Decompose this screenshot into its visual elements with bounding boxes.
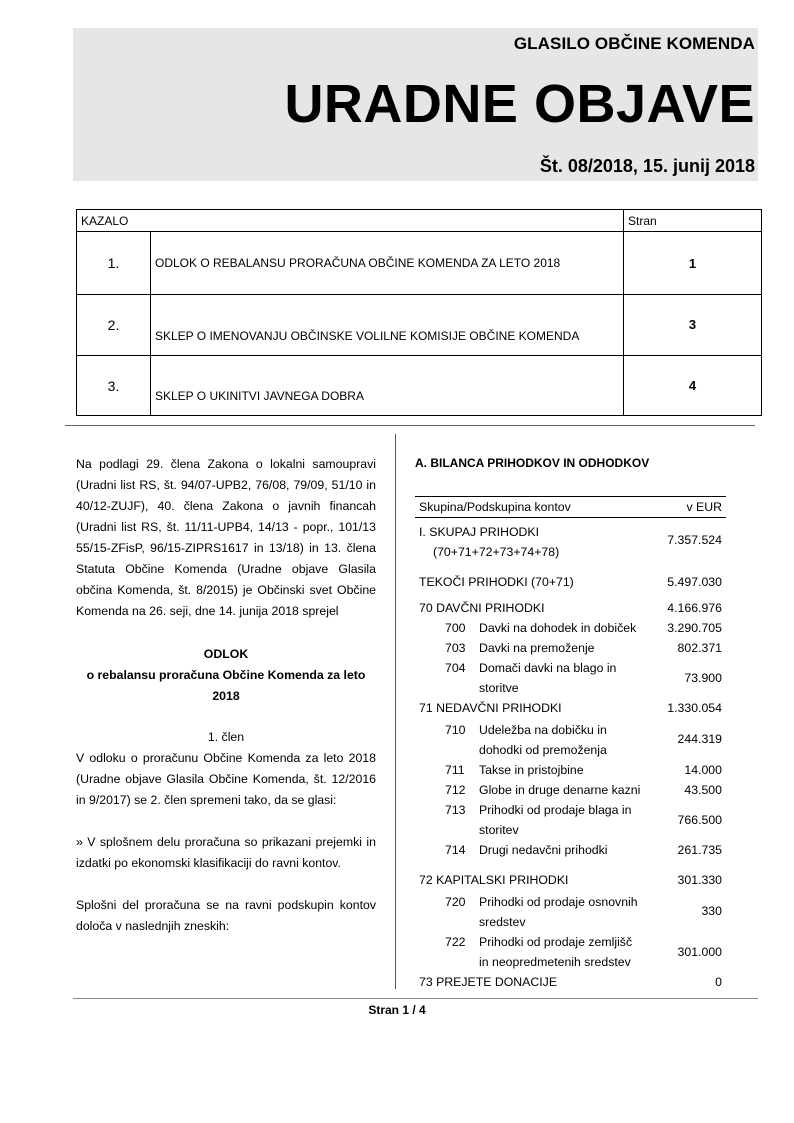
row-label: storitev	[479, 823, 519, 837]
row-value: 1.330.054	[667, 701, 722, 715]
publisher-name: GLASILO OBČINE KOMENDA	[513, 34, 755, 53]
table-row	[415, 718, 726, 760]
row-label: dohodki od premoženja	[479, 743, 607, 757]
contents-page-heading: Stran	[624, 210, 762, 232]
row-label: Udeležba na dobičku in	[479, 723, 607, 737]
issue-number: Št. 08/2018, 15. junij 2018	[539, 156, 755, 176]
row-label: Takse in pristojbine	[479, 763, 584, 777]
contents-item-page: 1	[624, 232, 762, 295]
balance-col-value: v EUR	[662, 497, 726, 518]
contents-item-page: 4	[624, 356, 762, 416]
row-value: 73.900	[684, 671, 722, 685]
row-value: 0	[715, 975, 722, 989]
table-row	[415, 760, 726, 780]
table-row	[415, 562, 726, 592]
row-label: Globe in druge denarne kazni	[479, 783, 641, 797]
table-row	[415, 592, 726, 618]
balance-header-row	[415, 497, 726, 518]
row-label: 71 NEDAVČNI PRIHODKI	[419, 701, 562, 715]
contents-item-number: 3.	[77, 356, 151, 416]
row-value: 802.371	[677, 641, 722, 655]
row-code: 714	[445, 843, 466, 857]
row-code: 703	[445, 641, 466, 655]
row-value: 301.330	[677, 873, 722, 887]
contents-item-number: 2.	[77, 295, 151, 356]
row-label: Prihodki od prodaje blaga in	[479, 803, 632, 817]
table-row	[415, 932, 726, 972]
row-label: Drugi nedavčni prihodki	[479, 843, 608, 857]
row-label: Davki na dohodek in dobiček	[479, 621, 637, 635]
row-value: 5.497.030	[667, 575, 722, 589]
table-row	[415, 518, 726, 563]
contents-heading: KAZALO	[77, 210, 624, 232]
row-label: storitve	[479, 681, 519, 695]
table-row	[415, 860, 726, 890]
row-code: 722	[445, 935, 466, 949]
article-paragraph: » V splošnem delu proračuna so prikazani prejemki in izdatki po ekonomski klasifikaciji do ravni kontov.	[76, 835, 376, 870]
article-paragraph: Splošni del proračuna se na ravni podskupin kontov določa v naslednjih zneskih:	[76, 898, 376, 933]
row-label: I. SKUPAJ PRIHODKI	[419, 525, 540, 539]
table-row	[415, 840, 726, 860]
row-label: 73 PREJETE DONACIJE	[419, 975, 558, 989]
row-label: sredstev	[479, 915, 526, 929]
row-code: 711	[445, 763, 465, 777]
row-value: 261.735	[677, 843, 722, 857]
row-label: in neopredmetenih sredstev	[479, 955, 631, 969]
table-row	[415, 780, 726, 800]
table-row	[415, 800, 726, 840]
row-value: 43.500	[684, 783, 722, 797]
publication-title: URADNE OBJAVE	[284, 74, 755, 134]
footer-divider	[73, 998, 758, 999]
article-paragraph: V odloku o proračunu Občine Komenda za leto 2018 (Uradne objave Glasila Občine Komenda, št. 12/2016 in 9/2017) se 2. člen spremeni tako, da se glasi:	[76, 751, 376, 807]
balance-section-title: A. BILANCA PRIHODKOV IN ODHODKOV	[415, 456, 650, 470]
row-label: Domači davki na blago in	[479, 661, 617, 675]
row-value: 4.166.976	[667, 601, 722, 615]
contents-item-page: 3	[624, 295, 762, 356]
contents-item-title[interactable]: SKLEP O UKINITVI JAVNEGA DOBRA	[151, 356, 624, 416]
left-column	[76, 454, 376, 937]
contents-row[interactable]	[77, 232, 762, 295]
row-code: 700	[445, 621, 466, 635]
contents-header-row	[77, 210, 762, 232]
contents-item-title[interactable]: SKLEP O IMENOVANJU OBČINSKE VOLILNE KOMISIJE OBČINE KOMENDA	[151, 295, 624, 356]
row-value: 3.290.705	[667, 621, 722, 635]
contents-item-title[interactable]: ODLOK O REBALANSU PRORAČUNA OBČINE KOMENDA ZA LETO 2018	[151, 232, 624, 295]
row-label: Prihodki od prodaje zemljišč	[479, 935, 633, 949]
page-number: Stran 1 / 4	[368, 1003, 426, 1017]
contents-row[interactable]	[77, 356, 762, 416]
row-value: 14.000	[684, 763, 722, 777]
table-row	[415, 972, 726, 992]
section-divider	[65, 425, 755, 426]
table-row	[415, 890, 726, 932]
row-code: 712	[445, 783, 466, 797]
row-value: 301.000	[677, 945, 722, 959]
balance-col-group: Skupina/Podskupina kontov	[415, 497, 662, 518]
balance-table	[415, 496, 726, 992]
row-value: 7.357.524	[667, 533, 722, 547]
decree-title: ODLOK	[203, 647, 249, 661]
row-label: 72 KAPITALSKI PRIHODKI	[419, 873, 569, 887]
row-code: 710	[445, 723, 466, 737]
column-divider	[395, 434, 396, 989]
row-value: 244.319	[677, 732, 722, 746]
table-row	[415, 658, 726, 698]
row-label: Davki na premoženje	[479, 641, 595, 655]
decree-subtitle: o rebalansu proračuna Občine Komenda za leto 2018	[86, 668, 366, 703]
row-label: 70 DAVČNI PRIHODKI	[419, 601, 545, 615]
row-label: TEKOČI PRIHODKI (70+71)	[419, 575, 574, 589]
row-code: 704	[445, 661, 466, 675]
table-row	[415, 618, 726, 638]
masthead	[73, 28, 758, 181]
table-row	[415, 698, 726, 718]
contents-row[interactable]	[77, 295, 762, 356]
row-label: Prihodki od prodaje osnovnih	[479, 895, 638, 909]
preamble-paragraph: Na podlagi 29. člena Zakona o lokalni samoupravi (Uradni list RS, št. 94/07-UPB2, 76/08, 79/09, 51/10 in 40/12-ZUJF), 40. člena Zakona o javnih financah (Uradni list RS, št. 11/11-UPB4, 14/13 - popr., 101/13 55/15-ZFisP, 96/15-ZIPRS1617 in 13/18) in 13. člena Statuta Občine Komenda (Uradne objave Glasila občina Komenda, št. 8/2015) je Občinski svet Občine Komenda na 26. seji, dne 14. junija 2018 sprejel	[76, 457, 376, 618]
right-column	[415, 456, 727, 989]
row-code: 713	[445, 803, 466, 817]
row-code: 720	[445, 895, 466, 909]
row-value: 330	[701, 904, 722, 918]
table-row	[415, 638, 726, 658]
row-label: (70+71+72+73+74+78)	[433, 545, 560, 559]
row-value: 766.500	[677, 813, 722, 827]
contents-table	[76, 209, 762, 416]
contents-item-number: 1.	[77, 232, 151, 295]
article-heading: 1. člen	[207, 730, 245, 744]
